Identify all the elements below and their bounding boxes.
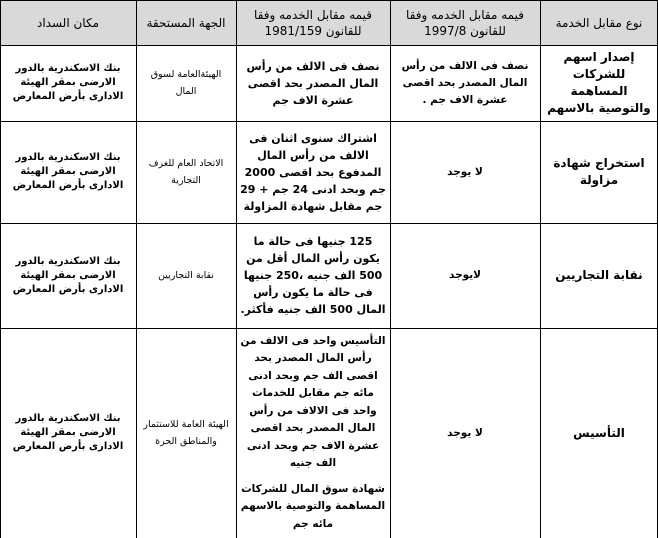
fee-1981 xyxy=(236,223,390,328)
entity: الهيئةالعامة لسوق المال xyxy=(150,69,222,97)
fee-1981 xyxy=(236,45,390,121)
table-row xyxy=(0,223,658,328)
payment-place: بنك الاسكندرية بالدور الارضى بمقر الهيئة الادارى بأرض المعارض xyxy=(12,255,124,295)
fee-1997: لا يوجد xyxy=(447,426,483,439)
entity: الهيئة العامة للاستثمار والمناطق الحرة xyxy=(143,419,229,447)
service-name: التأسيس xyxy=(573,425,625,440)
header-fee-1981: قيمه مقابل الخدمه وفقا للقانون 1981/159 xyxy=(236,0,390,45)
fee-1981-text: 125 جنيها فى حالة ما يكون رأس المال أقل من 500 الف جنيه ،250 جنيها فى حالة ما يكون رأس المال 500 الف جنيه فأكثر. xyxy=(240,235,386,316)
entity: الاتحاد العام للغرف التجارية xyxy=(148,158,224,186)
payment-place: بنك الاسكندرية بالدور الارضى بمقر الهيئة الادارى بأرض المعارض xyxy=(12,413,124,452)
fee-1997: نصف فى الالف من رأس المال المصدر بحد اقصى عشرة الاف جم . xyxy=(401,59,529,106)
entity: نقابة التجاريين xyxy=(158,270,214,281)
grid-line xyxy=(540,0,541,538)
grid-line xyxy=(0,45,658,46)
payment-place: بنك الاسكندرية بالدور الارضى بمقر الهيئة الادارى بأرض المعارض xyxy=(12,152,124,191)
fee-1981-text: اشتراك سنوى اثنان فى الالف من رأس المال المدفوع بحد اقصى 2000 جم وبحد ادنى 24 جم + 29 جم مقابل شهادة المزاولة xyxy=(240,131,386,213)
table-row xyxy=(0,45,658,121)
grid-line xyxy=(0,328,658,329)
fee-1997: لا يوجد xyxy=(447,165,483,178)
payment-place: بنك الاسكندرية بالدور الارضى بمقر الهيئة الادارى بأرض المعارض xyxy=(12,63,124,102)
fee-1981 xyxy=(236,121,390,223)
grid-line xyxy=(136,0,137,538)
service-name: استخراج شهادة مزاولة xyxy=(553,156,645,187)
grid-line xyxy=(0,223,658,224)
fee-1981-text: نصف فى الالف من رأس المال المصدر بحد اقصى عشرة الاف جم xyxy=(246,59,380,107)
grid-line xyxy=(236,0,237,538)
fee-1997: لايوجد xyxy=(449,269,481,281)
table-header-row xyxy=(0,0,658,45)
grid-line xyxy=(0,0,1,538)
service-name: إصدار اسهم للشركات المساهمة والتوصية بالاسهم xyxy=(547,50,651,115)
header-fee-1997: فيمه مقابل الخدمه وفقا للقانون 1997/8 xyxy=(390,0,540,45)
grid-line xyxy=(390,0,391,538)
header-entity: الجهة المستحقة xyxy=(136,0,236,45)
service-name: نقابة التجاريين xyxy=(555,268,643,282)
table-row xyxy=(0,328,658,538)
grid-line xyxy=(0,121,658,122)
table-row xyxy=(0,121,658,223)
header-service-type: نوع مقابل الخدمة xyxy=(540,0,658,45)
fee-1981-text: التأسيس واحد فى الالف من رأس المال المصدر بحد اقصى الف جم وبحد ادنى مائه جم مقابل للخدمات واحد فى الالاف من رأس المال المصدر بحد اقصى عشرة الاف جم وبحد ادنى الف جنيه xyxy=(240,334,386,470)
fee-1981-text-extra: شهادة سوق المال للشركات المساهمة والتوصية بالاسهم مائه جم xyxy=(240,482,386,530)
grid-line xyxy=(0,0,658,1)
header-payment-place: مكان السداد xyxy=(0,0,136,45)
fee-1981 xyxy=(236,328,390,538)
